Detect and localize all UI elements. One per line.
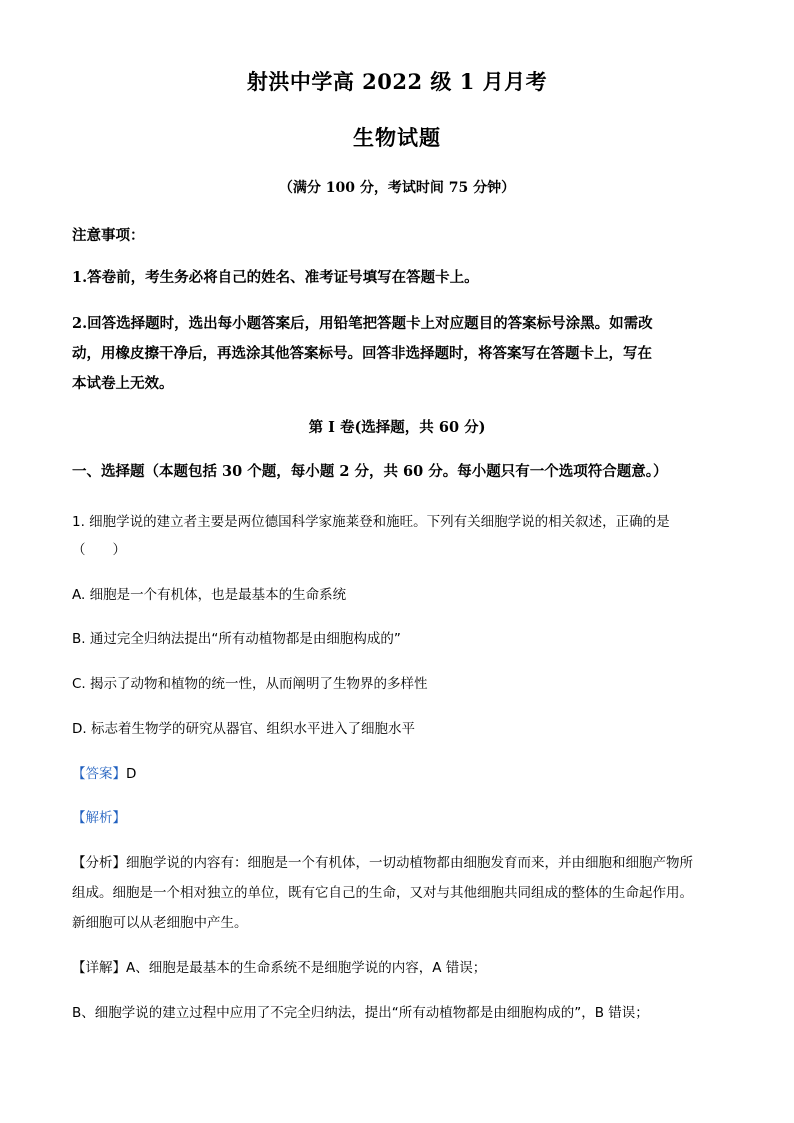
detail-line-b: B、细胞学说的建立过程中应用了不完全归纳法，提出“所有动植物都是由细胞构成的”，B 错误；	[72, 1005, 649, 1021]
volume-heading: 第 I 卷(选择题，共 60 分)	[308, 419, 486, 436]
notes-item-1: 1.答卷前，考生务必将自己的姓名、准考证号填写在答题卡上。	[72, 269, 479, 286]
exam-info: （满分 100 分，考试时间 75 分钟）	[278, 180, 516, 196]
exam-subject: 生物试题	[353, 125, 441, 150]
section-heading: 一、选择题（本题包括 30 个题，每小题 2 分，共 60 分。每小题只有一个选项符合题意。）	[72, 463, 668, 480]
detail-text-a: A、细胞是最基本的生命系统不是细胞学说的内容，A 错误；	[126, 960, 487, 976]
answer-line	[72, 762, 136, 782]
notes-item-2-line-1: 2.回答选择题时，选出每小题答案后，用铅笔把答题卡上对应题目的答案标号涂黑。如需改	[72, 315, 653, 332]
analysis-tag: 【解析】	[72, 810, 126, 826]
detail-line-a	[72, 956, 486, 976]
question-1-stem-line-1: 1. 细胞学说的建立者主要是两位德国科学家施莱登和施旺。下列有关细胞学说的相关叙述，正确的是	[72, 514, 670, 530]
detail-tag: 【详解】	[72, 960, 126, 976]
notes-item-2-line-3: 本试卷上无效。	[72, 375, 174, 392]
fenxi-line-3: 新细胞可以从老细胞中产生。	[72, 915, 248, 931]
fenxi-line-2: 组成。细胞是一个相对独立的单位，既有它自己的生命，又对与其他细胞共同组成的整体的生命起作用。	[72, 885, 693, 901]
notes-item-2-line-2: 动，用橡皮擦干净后，再选涂其他答案标号。回答非选择题时，将答案写在答题卡上，写在	[72, 345, 652, 362]
option-b: B. 通过完全归纳法提出“所有动植物都是由细胞构成的”	[72, 631, 401, 647]
answer-value: D	[126, 766, 137, 782]
fenxi-line-1	[72, 851, 693, 871]
analysis-line	[72, 806, 126, 826]
question-1-stem-line-2: （ ）	[72, 542, 126, 558]
exam-title: 射洪中学高 2022 级 1 月月考	[246, 69, 548, 94]
fenxi-text-1: 细胞学说的内容有：细胞是一个有机体，一切动植物都由细胞发育而来，并由细胞和细胞产物所	[126, 855, 693, 871]
notes-heading: 注意事项：	[72, 227, 145, 244]
fenxi-tag: 【分析】	[72, 855, 126, 871]
answer-tag: 【答案】	[72, 766, 126, 782]
option-d: D. 标志着生物学的研究从器官、组织水平进入了细胞水平	[72, 721, 415, 737]
option-a: A. 细胞是一个有机体，也是最基本的生命系统	[72, 587, 347, 603]
option-c: C. 揭示了动物和植物的统一性，从而阐明了生物界的多样性	[72, 676, 428, 692]
